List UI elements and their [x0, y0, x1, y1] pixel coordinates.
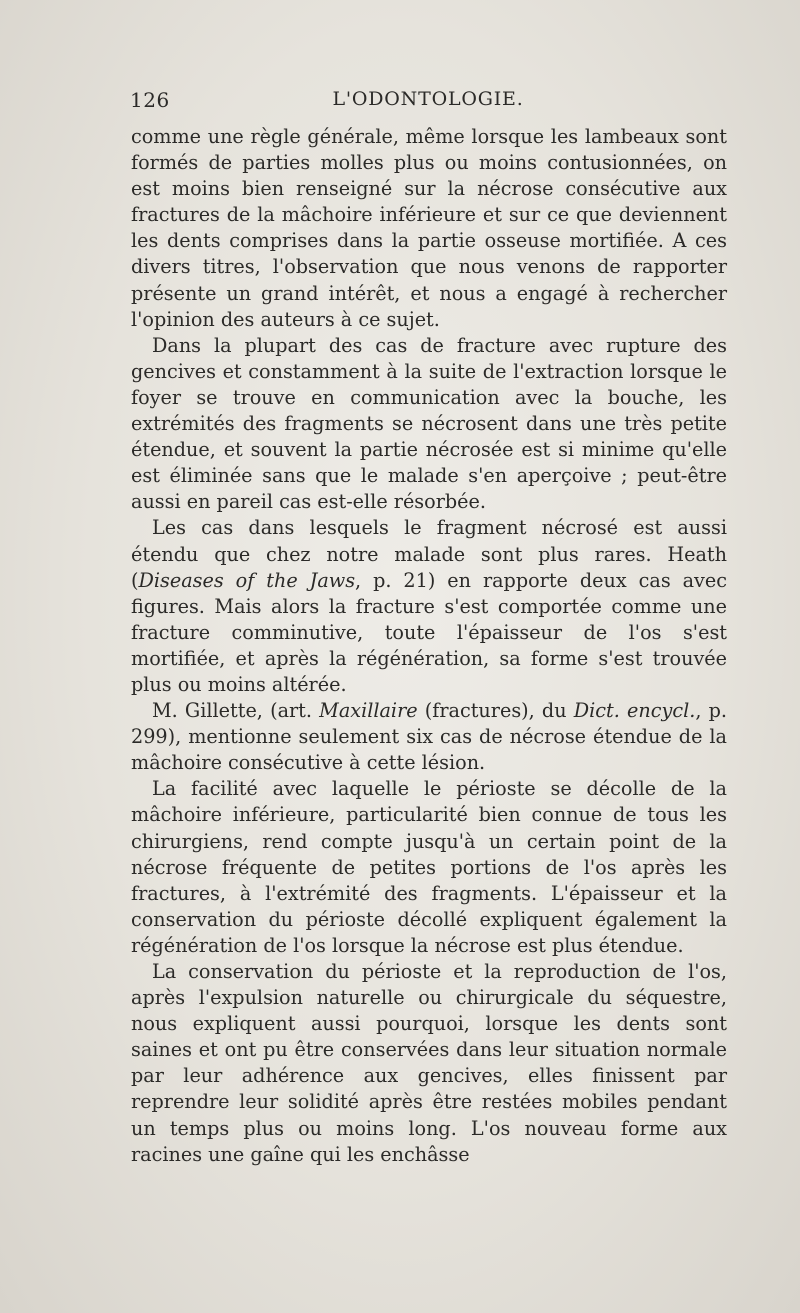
paragraph-heath	[131, 515, 727, 698]
text-run: Les cas dans lesquels le fragment nécrosé est aussi étendu que chez notre malade sont plus rares. Heath (	[131, 516, 727, 592]
page-number: 126	[130, 88, 170, 112]
page-header	[130, 88, 726, 118]
text-run: , p. 299), mentionne seulement six cas de nécrose étendue de la mâchoire consécutive à cette lésion.	[131, 699, 727, 775]
text-run: M. Gillette, (art.	[152, 699, 320, 723]
body-text	[131, 124, 727, 1168]
citation-title: Maxillaire	[319, 699, 418, 723]
citation-title: Diseases of the Jaws	[138, 568, 356, 592]
paragraph-continued: comme une règle générale, même lorsque les lambeaux sont formés de parties molles plus ou moins contusionnées, on est moins bien renseigné sur la nécrose consécutive aux fractures de la mâchoire inférieure et sur ce que deviennent les dents comprises dans la partie osseuse mortifiée. A ces divers titres, l'observation que nous venons de rapporter présente un grand intérêt, et nous a engagé à rechercher l'opinion des auteurs à ce sujet.	[131, 125, 727, 331]
paragraph-gillette	[131, 698, 727, 776]
paragraph-fracture-gencives: Dans la plupart des cas de fracture avec rupture des gencives et constamment à la suite de l'extraction lorsque le foyer se trouve en communication avec la bouche, les extrémités des fragments se nécrosent dans une très petite étendue, et souvent la partie nécrosée est si minime qu'elle est éliminée sans que le malade s'en aperçoive ; peut-être aussi en pareil cas est-elle résorbée.	[131, 333, 727, 514]
paragraph-perioste: La facilité avec laquelle le périoste se décolle de la mâchoire inférieure, particularité bien connue de tous les chirurgiens, rend compte jusqu'à un certain point de la nécrose fréquente de petites portions de l'os après les fractures, à l'extrémité des fragments. L'épaisseur et la conservation du périoste décollé expliquent également la régénération de l'os lorsque la nécrose est plus étendue.	[131, 777, 727, 957]
running-title: L'ODONTOLOGIE.	[332, 88, 524, 110]
citation-title: Dict. encycl.	[573, 699, 696, 723]
text-run: (fractures), du	[417, 699, 574, 723]
paragraph-conservation: La conservation du périoste et la reproduction de l'os, après l'expulsion naturelle ou chirurgicale du séquestre, nous expliquent aussi pourquoi, lorsque les dents sont saines et ont pu être conservées dans leur situation normale par leur adhérence aux gencives, elles finissent par reprendre leur solidité après être restées mobiles pendant un temps plus ou moins long. L'os nouveau forme aux racines une gaîne qui les enchâsse	[131, 960, 727, 1166]
text-run: , p. 21) en rapporte deux cas avec figures. Mais alors la fracture s'est comportée comme une fracture comminutive, toute l'épaisseur de l'os s'est mortifiée, et après la régénération, sa forme s'est trouvée plus ou moins altérée.	[131, 568, 727, 696]
